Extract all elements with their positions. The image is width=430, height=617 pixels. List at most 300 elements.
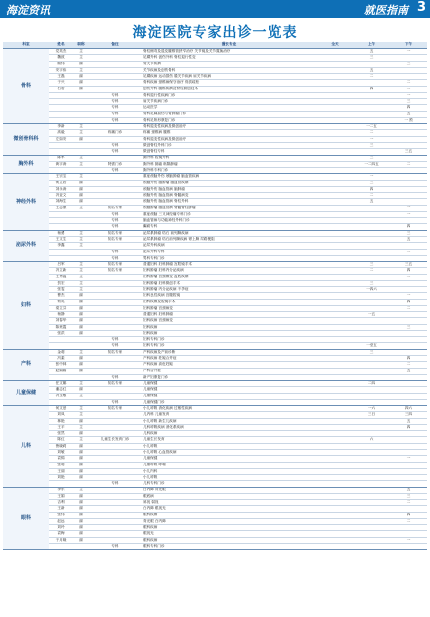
table-cell: 足踝外科 创伤外科 脊柱退行性变	[141, 55, 317, 61]
table-cell: 二	[390, 274, 427, 280]
table-cell: 四	[390, 512, 427, 518]
table-cell: 泌尿外科疾病	[141, 243, 317, 249]
table-cell	[317, 543, 353, 549]
table-cell: 骨科退变性疾病及微创治疗	[141, 124, 317, 130]
table-cell: 主	[73, 49, 89, 55]
table-cell: 三	[353, 55, 390, 61]
page-title: 海淀医院专家出诊一览表	[132, 25, 298, 41]
table-cell: 泌尿系肿瘤 结石 前列腺疾病	[141, 230, 317, 236]
table-cell: 党英杰	[49, 49, 73, 55]
table-cell: 普通妇科 妇科肿瘤 宫腔镜手术	[141, 262, 317, 268]
department-cell: 骨科	[3, 49, 49, 124]
table-cell: 二四	[353, 381, 390, 387]
table-cell: 三	[390, 61, 427, 67]
table-cell: 副	[73, 518, 89, 524]
table-cell: 刘敏	[49, 450, 73, 456]
table-cell: 骨科疾病 颈椎病保守治疗 骨质疏松	[141, 80, 317, 86]
table-cell: 脊柱侧弯及退变腰椎管狭窄治疗 关节镜及关节置换治疗	[141, 49, 317, 55]
table-cell: 吕军	[49, 262, 73, 268]
table-cell: 潘志红	[49, 387, 73, 393]
table-cell: 产科疾病 高危妊娠	[141, 362, 317, 368]
table-cell: 王平	[49, 424, 73, 430]
table-cell: 副	[73, 86, 89, 92]
table-cell: 白内障 眼视光	[141, 506, 317, 512]
table-cell: 脑血管病与功能神经外科门诊	[141, 218, 317, 224]
table-cell: 一二四五	[353, 161, 390, 167]
table-cell: 副	[73, 362, 89, 368]
table-cell: 三	[353, 180, 390, 186]
table-cell: 刘艳	[49, 475, 73, 481]
table-cell: 三五	[390, 149, 427, 155]
table-cell: 颅脑外伤 脑血管病 脊髓病变	[141, 193, 317, 199]
table-cell: 杨静	[49, 312, 73, 318]
table-cell: 知名专家	[89, 349, 141, 355]
table-cell: 主	[73, 155, 89, 161]
table-cell: 一	[390, 49, 427, 55]
table-cell: 专科	[89, 92, 141, 98]
table-cell: 五	[390, 487, 427, 493]
table-cell: 知名专家	[89, 230, 141, 236]
table-cell: 小儿呼吸	[141, 475, 317, 481]
table-cell: 重症颅脑 三叉神经痛专科门诊	[141, 211, 317, 217]
table-cell: 儿内科 儿童发育	[141, 412, 317, 418]
table-cell: 儿科专科门诊	[141, 481, 317, 487]
table-cell: 主	[73, 243, 89, 249]
table-cell: 一至五	[353, 343, 390, 349]
table-cell: 眼科疾病	[141, 512, 317, 518]
table-cell: 二	[390, 80, 427, 86]
column-header: 科室	[3, 42, 49, 49]
table-cell: 五	[353, 67, 390, 73]
table-cell: 骨关节疾病	[141, 61, 317, 67]
table-cell: 三	[390, 99, 427, 105]
table-cell: 眼底病	[141, 493, 317, 499]
table-cell: 王志康	[49, 205, 73, 211]
header-banner	[0, 0, 430, 18]
table-cell: 主	[73, 174, 89, 180]
table-cell: 任文娜	[49, 381, 73, 387]
table-cell: 张洪	[49, 330, 73, 336]
table-cell: 小儿呼吸	[141, 443, 317, 449]
table-cell: 微创脊柱外科门诊	[141, 142, 317, 148]
table-cell: 副	[73, 456, 89, 462]
table-cell: 副	[73, 74, 89, 80]
table-cell: 眼视光	[141, 531, 317, 537]
table-cell: 癫痫专科	[141, 224, 317, 230]
table-cell: 儿童保健	[141, 381, 317, 387]
table-cell: 主	[73, 161, 89, 167]
table-cell: 王娟	[49, 493, 73, 499]
table-cell: 魏波	[49, 55, 73, 61]
table-cell: 陈贵霞	[49, 324, 73, 330]
table-cell: 一四六	[353, 287, 390, 293]
table-cell: 三	[390, 230, 427, 236]
table-cell: 微创脊柱专科	[141, 149, 317, 155]
header-left-label: 海淀资讯	[6, 4, 50, 17]
column-header: 职称	[73, 42, 89, 49]
table-cell	[390, 543, 427, 549]
table-cell: 专科	[89, 481, 141, 487]
table-cell: 副	[73, 387, 89, 393]
table-cell: 副	[73, 80, 89, 86]
table-cell: 妇科肿瘤 妇科内分泌疾病	[141, 268, 317, 274]
table-cell	[353, 543, 390, 549]
table-cell: 主	[73, 130, 89, 136]
department-cell: 微创骨科科	[3, 124, 49, 155]
table-cell: 骨科足矫形康复门诊	[141, 117, 317, 123]
table-cell: 四	[353, 186, 390, 192]
table-cell: 一	[353, 136, 390, 142]
table-cell: 胸外科 肺癌 纵隔肿瘤	[141, 161, 317, 167]
table-cell: 一	[390, 92, 427, 98]
table-row	[3, 543, 427, 549]
table-cell: 副	[73, 512, 89, 518]
table-cell: 胸外科 腔镜外科	[141, 155, 317, 161]
table-cell: 主	[73, 230, 89, 236]
table-cell: 颅脑肿瘤 脑血管病 脊髓脊柱肿瘤	[141, 205, 317, 211]
table-cell: 二	[390, 161, 427, 167]
table-cell: 五	[353, 49, 390, 55]
department-cell: 儿科	[3, 406, 49, 487]
department-cell: 泌尿外科	[3, 230, 49, 261]
column-header: 上午	[353, 42, 390, 49]
table-cell: 王磊	[49, 74, 73, 80]
table-cell: 一五	[353, 312, 390, 318]
table-cell: 三五	[390, 262, 427, 268]
table-cell: 赵远	[49, 518, 73, 524]
table-cell: 冯素	[49, 356, 73, 362]
table-cell: 眼科专科门诊	[141, 543, 317, 549]
table-cell: 主	[73, 268, 89, 274]
table-cell: 副	[73, 443, 89, 449]
table-cell: 主	[73, 262, 89, 268]
table-cell: 小儿呼吸 心血管疾病	[141, 450, 317, 456]
table-cell: 重症颅脑外伤 颅脑肿瘤 脑血管疾病	[141, 174, 317, 180]
table-cell: 二	[353, 268, 390, 274]
table-cell: 张然	[49, 431, 73, 437]
table-cell: 四	[390, 356, 427, 362]
table-cell: 副	[73, 324, 89, 330]
table-cell: 冯玉敏	[49, 393, 73, 399]
table-cell: 二	[390, 500, 427, 506]
table-cell: 一	[390, 537, 427, 543]
table-cell: 副	[73, 293, 89, 299]
table-cell: 专科	[89, 111, 141, 117]
table-cell: 妇科肿瘤 宫颈病变	[141, 305, 317, 311]
table-cell: 一	[390, 205, 427, 211]
table-cell: 普通妇科 妇科肿瘤	[141, 312, 317, 318]
department-cell: 胸外科	[3, 155, 49, 174]
table-cell: 陈红	[49, 437, 73, 443]
table-cell: 五	[390, 368, 427, 374]
table-cell: 一 预	[390, 117, 427, 123]
table-cell: 王宗宝	[49, 174, 73, 180]
table-cell: 主	[73, 412, 89, 418]
table-cell: 颅脑外伤 脑肿瘤 脑血管疾病	[141, 180, 317, 186]
table-cell: 主	[73, 205, 89, 211]
table-cell: 一六	[353, 406, 390, 412]
table-cell: 王文生	[49, 236, 73, 242]
table-cell: 张中林	[49, 362, 73, 368]
department-cell: 产科	[3, 349, 49, 380]
table-cell: 赵娟娟	[49, 368, 73, 374]
table-cell: 李东	[49, 487, 73, 493]
table-cell: 斜视 弱视	[141, 500, 317, 506]
table-cell: 袁梅	[49, 531, 73, 537]
table-cell: 金莉	[49, 349, 73, 355]
column-header: 备注	[89, 42, 141, 49]
table-cell: 男科专科门诊	[141, 255, 317, 261]
table-cell: 刘海生	[49, 199, 73, 205]
table-cell: 三	[353, 142, 390, 148]
table-cell: 副	[73, 180, 89, 186]
table-cell: 妇科肿瘤 妇科微创手术	[141, 280, 317, 286]
table-cell: 特需门诊	[89, 161, 141, 167]
table-cell: 妇科专科门诊	[141, 337, 317, 343]
department-cell: 眼科	[3, 487, 49, 550]
table-cell: 关节疾病及创伤骨科	[141, 67, 317, 73]
column-header: 全天	[317, 42, 353, 49]
table-cell: 主	[73, 236, 89, 242]
table-cell: 三	[353, 155, 390, 161]
table-cell: 四	[390, 424, 427, 430]
table-cell: 一	[353, 174, 390, 180]
table-cell: 专科	[89, 374, 141, 380]
table-cell: 张雯	[49, 287, 73, 293]
header-right-label: 就医指南	[364, 4, 408, 17]
table-cell: 曹杰	[49, 293, 73, 299]
table-cell: 副	[73, 462, 89, 468]
table-cell: 副	[73, 299, 89, 305]
table-cell: 五	[390, 111, 427, 117]
table-cell: 三	[353, 349, 390, 355]
table-cell: 小儿呼吸 新生儿疾病	[141, 418, 317, 424]
table-cell	[73, 543, 89, 549]
table-cell: 专科	[89, 224, 141, 230]
column-header: 姓名	[49, 42, 73, 49]
table-cell: 一	[390, 293, 427, 299]
table-cell: 颅脑外伤 脑血管病 脊柱外科	[141, 199, 317, 205]
table-cell: 六	[353, 437, 390, 443]
table-cell: 专科	[89, 211, 141, 217]
table-cell: 副	[73, 450, 89, 456]
table-cell: 主	[73, 280, 89, 286]
table-cell: 妇科疾病	[141, 324, 317, 330]
table-cell: 二	[353, 193, 390, 199]
table-cell: 儿童保健门诊	[141, 399, 317, 405]
table-cell: 疼痛门诊	[89, 130, 141, 136]
table-cell: 顾伟	[49, 61, 73, 67]
table-cell: 专科	[89, 543, 141, 549]
table-cell	[49, 543, 73, 549]
department-cell: 神经外科	[3, 174, 49, 230]
table-cell: 高毅	[49, 130, 73, 136]
table-cell: 左如安	[49, 136, 73, 142]
table-cell: 何文爱	[49, 406, 73, 412]
table-cell: 副	[73, 500, 89, 506]
table-cell: 专科	[89, 249, 141, 255]
table-cell: 创伤外科 腰椎疾病及脊柱微创技术	[141, 86, 317, 92]
table-cell: 副	[73, 318, 89, 324]
table-cell: 知名专家	[89, 205, 141, 211]
table-cell: 于兴	[49, 80, 73, 86]
table-cell: 副	[73, 193, 89, 199]
table-cell: 王秀霞	[49, 274, 73, 280]
table-cell: 副	[73, 418, 89, 424]
table-cell: 副	[73, 136, 89, 142]
table-cell: 李新	[49, 124, 73, 130]
table-cell: 何英	[49, 299, 73, 305]
table-cell: 黄宇涛	[49, 161, 73, 167]
table-cell: 一	[390, 211, 427, 217]
table-cell: 主	[73, 424, 89, 430]
table-cell: 专科	[89, 149, 141, 155]
table-cell: 副	[73, 356, 89, 362]
table-cell: 副	[73, 330, 89, 336]
table-cell: 二	[390, 518, 427, 524]
table-cell: 专科	[89, 117, 141, 123]
table-cell: 主	[73, 393, 89, 399]
table-cell: 李鑫	[49, 243, 73, 249]
table-cell: 三四	[390, 412, 427, 418]
table-cell: 王丽	[49, 468, 73, 474]
table-cell: 儿科疾病	[141, 431, 317, 437]
table-cell: 主	[73, 124, 89, 130]
table-cell: 儿童生长发育	[141, 437, 317, 443]
table-cell: 产科疾病 妊娠合并症	[141, 356, 317, 362]
table-cell: 二	[390, 249, 427, 255]
table-cell: 刘玲	[49, 525, 73, 531]
table-cell: 颅脑外伤 脑血管病 脑肿瘤	[141, 186, 317, 192]
table-cell: 二	[390, 86, 427, 92]
department-cell: 妇科	[3, 262, 49, 350]
table-cell: 二	[353, 74, 390, 80]
table-cell: 专科	[89, 255, 141, 261]
table-cell: 儿科呼吸疾病 消化系疾病	[141, 424, 317, 430]
table-cell: 妇科专科门诊	[141, 343, 317, 349]
table-cell: 副	[73, 525, 89, 531]
table-cell: 青光眼 白内障	[141, 518, 317, 524]
table-cell: 知名专家	[89, 381, 141, 387]
table-cell: 专科	[89, 142, 141, 148]
table-cell: 副	[73, 305, 89, 311]
table-cell: 疼痛 颈椎病 腰椎	[141, 130, 317, 136]
table-cell: 知名专家	[89, 236, 141, 242]
table-cell: 专科	[89, 399, 141, 405]
table-cell: 张伟	[49, 512, 73, 518]
table-cell: 林艳	[49, 418, 73, 424]
table-cell: 刘凤	[49, 412, 73, 418]
table-cell: 三	[390, 493, 427, 499]
table-cell: 五	[390, 418, 427, 424]
table-cell: 眼科疾病	[141, 525, 317, 531]
table-cell: 三	[353, 262, 390, 268]
table-cell: 小儿内科	[141, 468, 317, 474]
table-cell: 小儿呼吸 消化疾病 过敏性疾病	[141, 406, 317, 412]
table-cell: 四	[390, 268, 427, 274]
table-cell: 副	[73, 199, 89, 205]
table-cell: 副	[73, 468, 89, 474]
table-cell: 王新	[49, 506, 73, 512]
table-cell: 四	[390, 224, 427, 230]
department-cell: 儿童保健	[3, 381, 49, 406]
table-cell: 主	[73, 349, 89, 355]
table-cell: 新产妇康复门诊	[141, 374, 317, 380]
table-cell: 主	[73, 437, 89, 443]
table-cell: 泌尿外科专科	[141, 249, 317, 255]
table-cell: 知名专家	[89, 406, 141, 412]
table-cell: 专科	[89, 218, 141, 224]
table-cell: 副	[73, 531, 89, 537]
table-cell: 专科	[89, 343, 141, 349]
table-cell: 何立岩	[49, 180, 73, 186]
table-cell: 专科	[89, 337, 141, 343]
table-cell: 专科	[89, 105, 141, 111]
table-cell: 张莉	[49, 462, 73, 468]
table-cell: 专科	[89, 168, 141, 174]
table-cell: 胸外科专科门诊	[141, 168, 317, 174]
table-cell: 二	[390, 362, 427, 368]
table-cell: 主	[73, 55, 89, 61]
table-cell: 三	[353, 280, 390, 286]
table-cell: 副	[73, 431, 89, 437]
table-cell: 冯亚文	[49, 193, 73, 199]
table-cell: 眼科疾病	[141, 537, 317, 543]
table-cell: 儿童保健	[141, 393, 317, 399]
table-cell: 鲁晓莉	[49, 443, 73, 449]
table-cell: 儿童生长发育门诊	[89, 437, 141, 443]
table-cell: 运动医学	[141, 105, 317, 111]
table-cell: 妇科疾病 宫颈病变	[141, 318, 317, 324]
table-cell: 杨勇	[49, 230, 73, 236]
page-number: 3	[416, 0, 426, 15]
table-cell: 贺宏	[49, 280, 73, 286]
table-cell: 安宇伟	[49, 67, 73, 73]
table-cell: 骨科退变性疾病及微创治疗	[141, 136, 317, 142]
table-cell: 一	[390, 456, 427, 462]
table-cell: 妇科肿瘤 宫颈病变 盆底疾病	[141, 274, 317, 280]
table-cell: 白内障 青光眼	[141, 487, 317, 493]
table-cell: 陈军	[49, 155, 73, 161]
table-cell: 产科疾病及产前诊断	[141, 349, 317, 355]
table-cell: 吉利	[49, 500, 73, 506]
table-cell: 三日	[353, 412, 390, 418]
table-cell: 副	[73, 312, 89, 318]
table-cell: 产科合并症	[141, 368, 317, 374]
table-cell: 泌尿系肿瘤 结石前列腺疾病 肾上腺 尿路梗阻	[141, 236, 317, 242]
table-cell: 梁立芬	[49, 305, 73, 311]
table-cell: 妇科良性疾病 宫腹腔镜	[141, 293, 317, 299]
table-cell: 妇科疾病	[141, 330, 317, 336]
table-cell: 主	[73, 487, 89, 493]
table-cell: 四	[353, 86, 390, 92]
table-cell: 刘春华	[49, 318, 73, 324]
table-cell: 副	[73, 61, 89, 67]
table-cell: 二	[390, 305, 427, 311]
table-cell: 专科	[89, 99, 141, 105]
table-cell: 刘永涛	[49, 186, 73, 192]
table-cell: 副	[73, 368, 89, 374]
table-cell: 主	[73, 287, 89, 293]
table-cell: 妇科疾病及腔镜手术	[141, 299, 317, 305]
table-cell: 知名专家	[89, 268, 141, 274]
table-cell: 副	[73, 493, 89, 499]
table-cell: 副	[73, 537, 89, 543]
table-cell: 儿童保健	[141, 456, 317, 462]
table-cell: 石岩	[49, 86, 73, 92]
column-header: 下午	[390, 42, 427, 49]
table-cell: 足踝疾病 运动损伤 膝关节疾病 肩关节疾病	[141, 74, 317, 80]
